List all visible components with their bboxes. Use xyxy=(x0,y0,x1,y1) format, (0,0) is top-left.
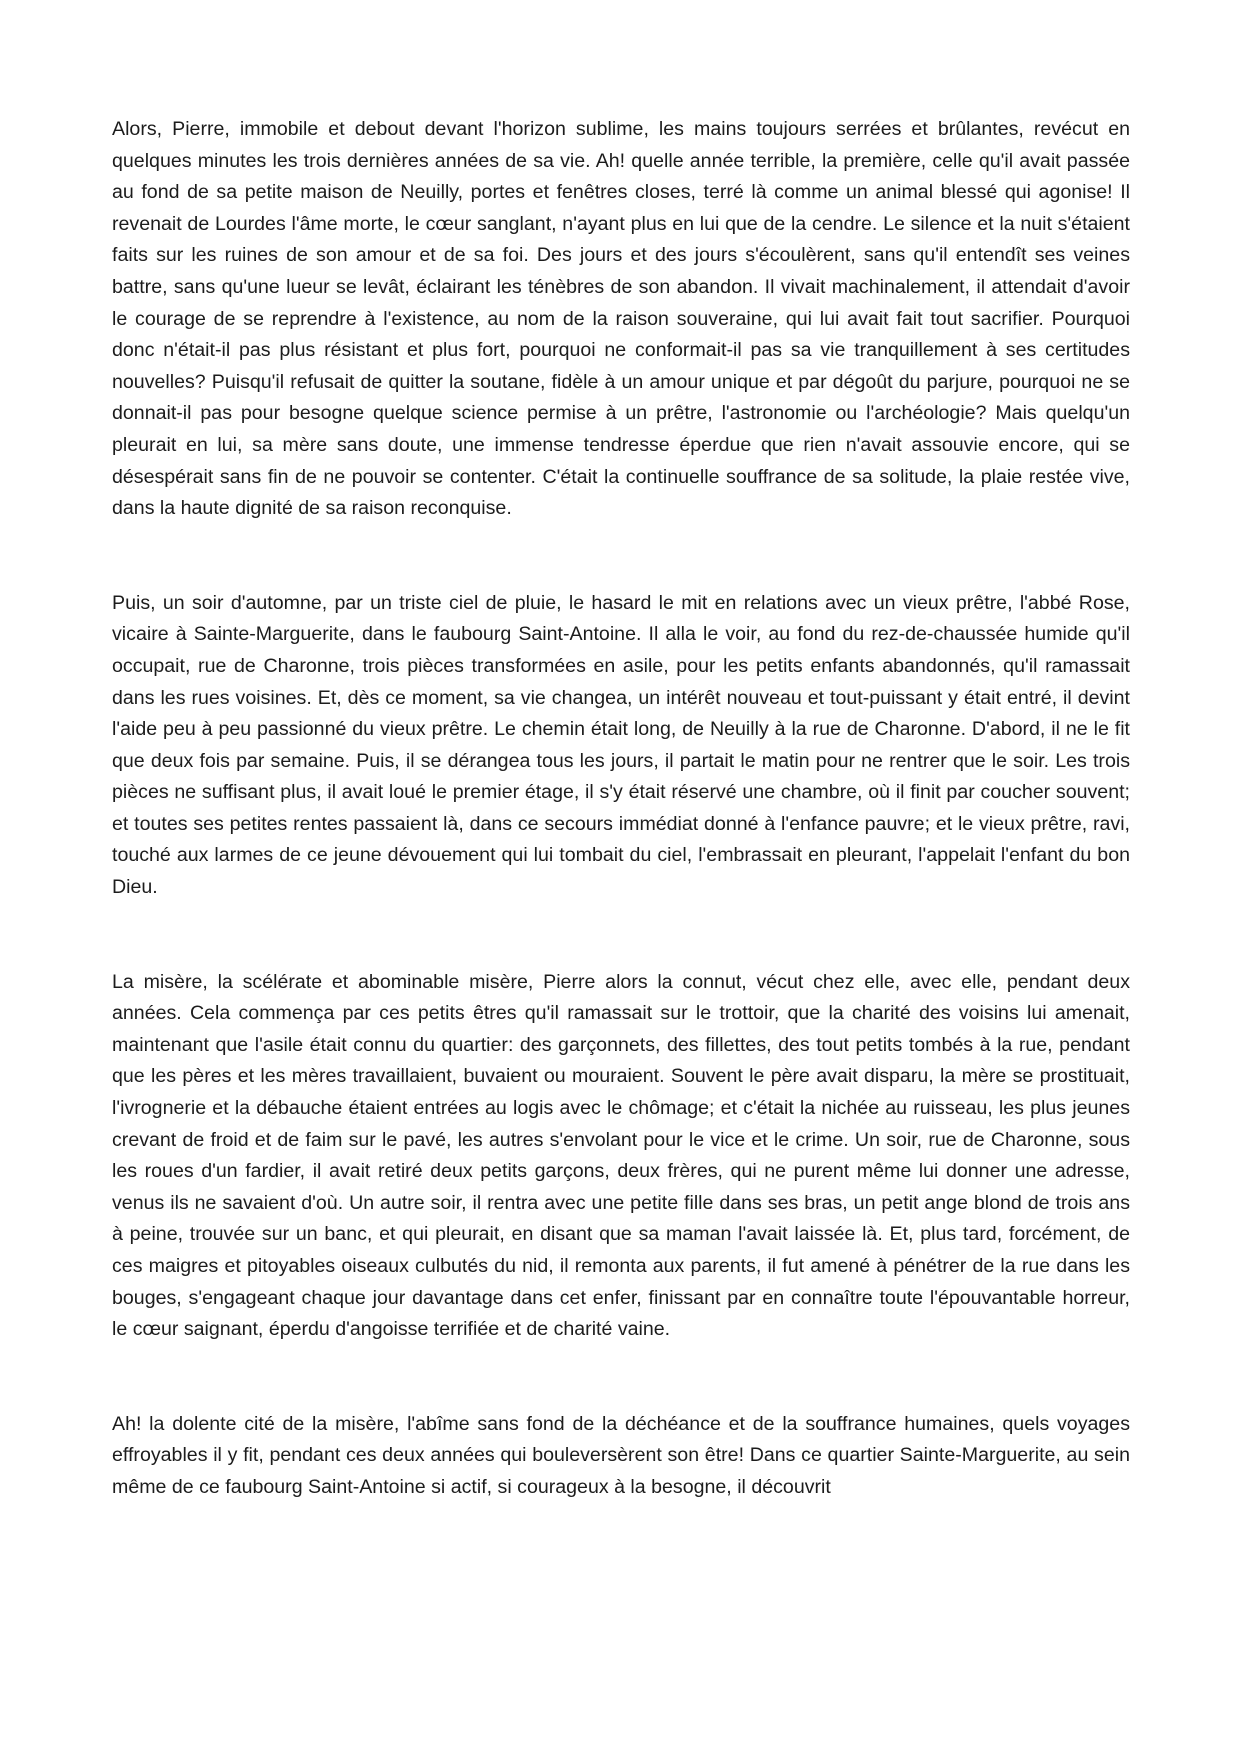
paragraph-2: Puis, un soir d'automne, par un triste ciel de pluie, le hasard le mit en relations avec un vieux prêtre, l'abbé Rose, vicaire à Sainte-Marguerite, dans le faubourg Saint-Antoine. Il alla le voir, au fond du rez-de-chaussée humide qu'il occupait, rue de Charonne, trois pièces transformées en asile, pour les petits enfants abandonnés, qu'il ramassait dans les rues voisines. Et, dès ce moment, sa vie changea, un intérêt nouveau et tout-puissant y était entré, il devint l'aide peu à peu passionné du vieux prêtre. Le chemin était long, de Neuilly à la rue de Charonne. D'abord, il ne le fit que deux fois par semaine. Puis, il se dérangea tous les jours, il partait le matin pour ne rentrer que le soir. Les trois pièces ne suffisant plus, il avait loué le premier étage, il s'y était réservé une chambre, où il finit par coucher souvent; et toutes ses petites rentes passaient là, dans ce secours immédiat donné à l'enfance pauvre; et le vieux prêtre, ravi, touché aux larmes de ce jeune dévouement qui lui tombait du ciel, l'embrassait en pleurant, l'appelait l'enfant du bon Dieu. xyxy=(112,591,1130,899)
paragraph-1: Alors, Pierre, immobile et debout devant l'horizon sublime, les mains toujours serrées et brûlantes, revécut en quelques minutes les trois dernières années de sa vie. Ah! quelle année terrible, la première, celle qu'il avait passée au fond de sa petite maison de Neuilly, portes et fenêtres closes, terré là comme un animal blessé qui agonise! Il revenait de Lourdes l'âme morte, le cœur sanglant, n'ayant plus en lui que de la cendre. Le silence et la nuit s'étaient faits sur les ruines de son amour et de sa foi. Des jours et des jours s'écoulèrent, sans qu'il entendît ses veines battre, sans qu'une lueur se levât, éclairant les ténèbres de son abandon. Il vivait machinalement, il attendait d'avoir le courage de se reprendre à l'existence, au nom de la raison souveraine, qui lui avait fait tout sacrifier. Pourquoi donc n'était-il pas plus résistant et plus fort, pourquoi ne conformait-il pas sa vie tranquillement à ses certitudes nouvelles? Puisqu'il refusait de quitter la soutane, fidèle à un amour unique et par dégoût du parjure, pourquoi ne se donnait-il pas pour besogne quelque science permise à un prêtre, l'astronomie ou l'archéologie? Mais quelqu'un pleurait en lui, sa mère sans doute, une immense tendresse éperdue que rien n'avait assouvie encore, qui se désespérait sans fin de ne pouvoir se contenter. C'était la continuelle souffrance de sa solitude, la plaie restée vive, dans la haute dignité de sa raison reconquise. xyxy=(112,118,1130,520)
document-page xyxy=(112,114,1130,1504)
paragraph-3: La misère, la scélérate et abominable misère, Pierre alors la connut, vécut chez elle, avec elle, pendant deux années. Cela commença par ces petits êtres qu'il ramassait sur le trottoir, que la charité des voisins lui amenait, maintenant que l'asile était connu du quartier: des garçonnets, des fillettes, des tout petits tombés à la rue, pendant que les pères et les mères travaillaient, buvaient ou mouraient. Souvent le père avait disparu, la mère se prostituait, l'ivrognerie et la débauche étaient entrées au logis avec le chômage; et c'était la nichée au ruisseau, les plus jeunes crevant de froid et de faim sur le pavé, les autres s'envolant pour le vice et le crime. Un soir, rue de Charonne, sous les roues d'un fardier, il avait retiré deux petits garçons, deux frères, qui ne purent même lui donner une adresse, venus ils ne savaient d'où. Un autre soir, il rentra avec une petite fille dans ses bras, un petit ange blond de trois ans à peine, trouvée sur un banc, et qui pleurait, en disant que sa maman l'avait laissée là. Et, plus tard, forcément, de ces maigres et pitoyables oiseaux culbutés du nid, il remonta aux parents, il fut amené à pénétrer de la rue dans les bouges, s'engageant chaque jour davantage dans cet enfer, finissant par en connaître toute l'épouvantable horreur, le cœur saignant, éperdu d'angoisse terrifiée et de charité vaine. xyxy=(112,970,1130,1341)
paragraph-4: Ah! la dolente cité de la misère, l'abîme sans fond de la déchéance et de la souffrance humaines, quels voyages effroyables il y fit, pendant ces deux années qui bouleversèrent son être! Dans ce quartier Sainte-Marguerite, au sein même de ce faubourg Saint-Antoine si actif, si courageux à la besogne, il découvrit xyxy=(112,1412,1130,1498)
